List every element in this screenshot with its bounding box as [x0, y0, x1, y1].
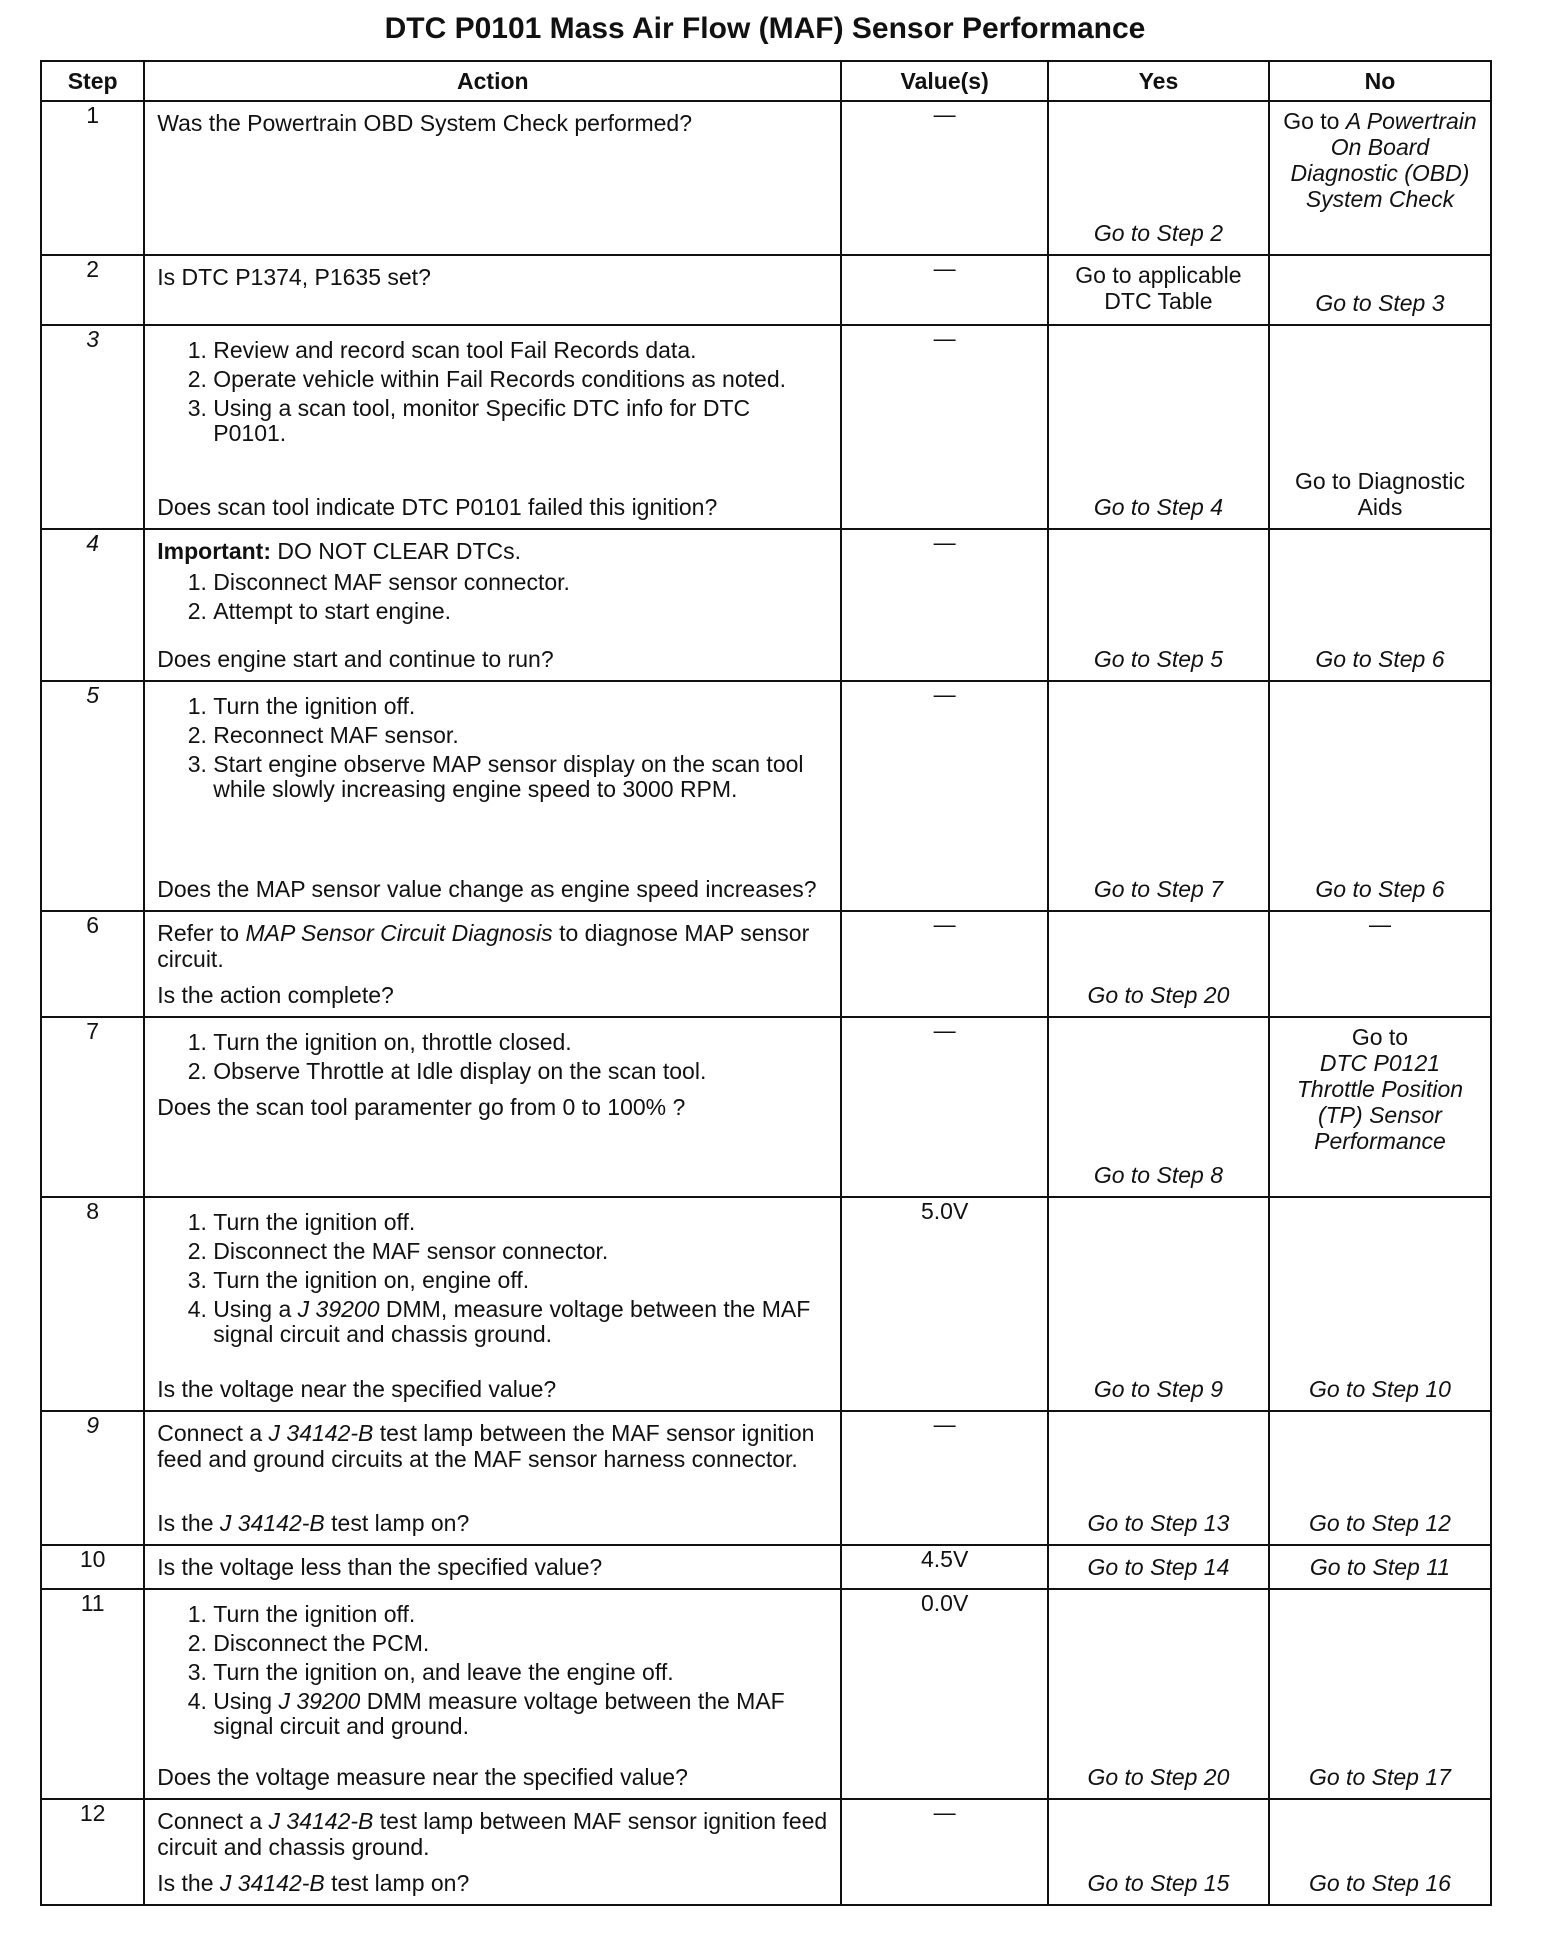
- action-question: Is the action complete?: [157, 982, 394, 1008]
- no-text: Go to Step 16: [1308, 1870, 1451, 1896]
- table-header-row: [41, 61, 1491, 101]
- yes-text: Go to Step 4: [1093, 494, 1223, 520]
- action-step: 1. Disconnect MAF sensor connector.: [213, 570, 828, 595]
- yes-text: Go to applicable DTC Table: [1075, 262, 1242, 314]
- step-number: 11: [41, 1589, 144, 1799]
- yes-text: Go to Step 7: [1093, 876, 1223, 902]
- value-cell: 0.0V: [841, 1589, 1048, 1799]
- no-text: Go to Step 6: [1315, 876, 1445, 902]
- value-cell: —: [841, 529, 1048, 681]
- no-cell: [1269, 1411, 1491, 1545]
- action-step: 1. Review and record scan tool Fail Records data.: [213, 338, 828, 363]
- action-question: Does the scan tool paramenter go from 0 to 100% ?: [157, 1094, 686, 1120]
- no-cell: [1269, 325, 1491, 529]
- yes-text: Go to Step 14: [1087, 1554, 1230, 1580]
- action-cell: [144, 325, 841, 529]
- action-step: 2. Reconnect MAF sensor.: [213, 723, 828, 748]
- yes-cell: [1048, 1545, 1269, 1589]
- value-cell: —: [841, 255, 1048, 325]
- step-number: 10: [41, 1545, 144, 1589]
- yes-cell: [1048, 681, 1269, 911]
- no-text: Go to Step 12: [1308, 1510, 1451, 1536]
- action-step: 2. Disconnect the PCM.: [213, 1631, 828, 1656]
- step-number: 2: [41, 255, 144, 325]
- no-cell: [1269, 1017, 1491, 1197]
- action-question: Is DTC P1374, P1635 set?: [157, 264, 431, 290]
- action-instruction: Refer to MAP Sensor Circuit Diagnosis to diagnose MAP sensor circuit.: [157, 920, 810, 972]
- table-row: [41, 325, 1491, 529]
- action-steps: [157, 1206, 828, 1351]
- action-cell: [144, 1545, 841, 1589]
- yes-text: Go to Step 20: [1087, 982, 1230, 1008]
- yes-text: Go to Step 9: [1093, 1376, 1223, 1402]
- action-step: 3. Turn the ignition on, engine off.: [213, 1268, 828, 1293]
- yes-cell: [1048, 529, 1269, 681]
- action-step: 2. Operate vehicle within Fail Records conditions as noted.: [213, 367, 828, 392]
- header-action: Action: [144, 61, 841, 101]
- step-number: 3: [41, 325, 144, 529]
- action-step: 1. Turn the ignition off.: [213, 1210, 828, 1235]
- yes-text: Go to Step 2: [1093, 220, 1223, 246]
- action-cell: [144, 681, 841, 911]
- yes-cell: [1048, 1799, 1269, 1905]
- header-values: Value(s): [841, 61, 1048, 101]
- no-text: Go to DTC P0121 Throttle Position (TP) Sensor Performance: [1296, 1024, 1464, 1154]
- yes-cell: [1048, 1017, 1269, 1197]
- action-steps: [157, 566, 828, 628]
- action-cell: [144, 255, 841, 325]
- yes-cell: [1048, 1589, 1269, 1799]
- action-step: 2. Attempt to start engine.: [213, 599, 828, 624]
- no-cell: [1269, 255, 1491, 325]
- header-step: Step: [41, 61, 144, 101]
- no-cell: [1269, 681, 1491, 911]
- no-cell: —: [1269, 911, 1491, 1017]
- yes-cell: [1048, 325, 1269, 529]
- no-cell: [1269, 1799, 1491, 1905]
- page-title: DTC P0101 Mass Air Flow (MAF) Sensor Performance: [384, 12, 1146, 45]
- header-yes: Yes: [1048, 61, 1269, 101]
- action-instruction: Connect a J 34142-B test lamp between MAF sensor ignition feed circuit and chassis ground.: [157, 1808, 828, 1860]
- no-cell: [1269, 1589, 1491, 1799]
- action-step: 1. Turn the ignition on, throttle closed.: [213, 1030, 828, 1055]
- action-question: Does the voltage measure near the specified value?: [157, 1764, 688, 1790]
- action-step: 1. Turn the ignition off.: [213, 1602, 828, 1627]
- action-question: Does the MAP sensor value change as engine speed increases?: [157, 876, 817, 902]
- table-row: [41, 1799, 1491, 1905]
- action-cell: [144, 529, 841, 681]
- action-instruction: Connect a J 34142-B test lamp between the MAF sensor ignition feed and ground circuits at the MAF sensor harness connector.: [157, 1420, 815, 1472]
- action-cell: [144, 1017, 841, 1197]
- step-number: 4: [41, 529, 144, 681]
- table-row: [41, 529, 1491, 681]
- value-cell: —: [841, 911, 1048, 1017]
- step-number: 8: [41, 1197, 144, 1411]
- yes-text: Go to Step 20: [1087, 1764, 1230, 1790]
- action-cell: [144, 1799, 841, 1905]
- table-row: [41, 1589, 1491, 1799]
- action-step: 1. Turn the ignition off.: [213, 694, 828, 719]
- table-row: [41, 1545, 1491, 1589]
- yes-cell: [1048, 1197, 1269, 1411]
- value-cell: 4.5V: [841, 1545, 1048, 1589]
- action-question: Is the voltage near the specified value?: [157, 1376, 557, 1402]
- action-cell: [144, 1411, 841, 1545]
- table-row: [41, 681, 1491, 911]
- value-cell: —: [841, 1799, 1048, 1905]
- table-row: [41, 911, 1491, 1017]
- action-question: Does scan tool indicate DTC P0101 failed this ignition?: [157, 494, 718, 520]
- value-cell: —: [841, 1017, 1048, 1197]
- step-number: 7: [41, 1017, 144, 1197]
- yes-text: Go to Step 15: [1087, 1870, 1230, 1896]
- header-no: No: [1269, 61, 1491, 101]
- action-step: 3. Turn the ignition on, and leave the engine off.: [213, 1660, 828, 1685]
- no-cell: [1269, 1197, 1491, 1411]
- no-text: Go to Step 10: [1308, 1376, 1451, 1402]
- action-question: Is the J 34142-B test lamp on?: [157, 1510, 470, 1536]
- diagnostic-table: [40, 60, 1492, 1906]
- value-cell: —: [841, 325, 1048, 529]
- value-cell: —: [841, 101, 1048, 255]
- yes-cell: [1048, 101, 1269, 255]
- action-cell: [144, 1589, 841, 1799]
- no-text: Go to A Powertrain On Board Diagnostic (OBD) System Check: [1283, 108, 1477, 212]
- action-question: Was the Powertrain OBD System Check performed?: [157, 110, 692, 136]
- value-cell: 5.0V: [841, 1197, 1048, 1411]
- table-row: [41, 1017, 1491, 1197]
- no-text: Go to Step 11: [1309, 1554, 1451, 1580]
- action-step: 2. Disconnect the MAF sensor connector.: [213, 1239, 828, 1264]
- yes-cell: [1048, 911, 1269, 1017]
- action-steps: [157, 1026, 828, 1088]
- no-text: Go to Step 6: [1315, 646, 1445, 672]
- no-text: Go to Step 3: [1315, 290, 1445, 316]
- no-cell: [1269, 101, 1491, 255]
- action-cell: [144, 911, 841, 1017]
- action-step: 4. Using J 39200 DMM measure voltage between the MAF signal circuit and ground.: [213, 1689, 828, 1739]
- table-row: [41, 1197, 1491, 1411]
- yes-text: Go to Step 5: [1093, 646, 1223, 672]
- action-question: Is the voltage less than the specified value?: [157, 1554, 603, 1580]
- table-row: [41, 101, 1491, 255]
- action-step: 3. Start engine observe MAP sensor display on the scan tool while slowly increasing engine speed to 3000 RPM.: [213, 752, 828, 802]
- value-cell: —: [841, 1411, 1048, 1545]
- table-row: [41, 255, 1491, 325]
- action-steps: [157, 334, 828, 450]
- step-number: 9: [41, 1411, 144, 1545]
- yes-cell: [1048, 255, 1269, 325]
- yes-text: Go to Step 8: [1093, 1162, 1223, 1188]
- action-steps: [157, 690, 828, 806]
- action-steps: [157, 1598, 828, 1743]
- step-number: 1: [41, 101, 144, 255]
- action-question: Does engine start and continue to run?: [157, 646, 554, 672]
- no-text: Go to Diagnostic Aids: [1294, 468, 1465, 520]
- no-text: Go to Step 17: [1308, 1764, 1451, 1790]
- yes-cell: [1048, 1411, 1269, 1545]
- no-cell: [1269, 529, 1491, 681]
- table-row: [41, 1411, 1491, 1545]
- action-question: Is the J 34142-B test lamp on?: [157, 1870, 470, 1896]
- action-cell: [144, 101, 841, 255]
- step-number: 5: [41, 681, 144, 911]
- action-step: 2. Observe Throttle at Idle display on the scan tool.: [213, 1059, 828, 1084]
- action-cell: [144, 1197, 841, 1411]
- step-number: 6: [41, 911, 144, 1017]
- no-cell: [1269, 1545, 1491, 1589]
- action-step: 3. Using a scan tool, monitor Specific DTC info for DTC P0101.: [213, 396, 828, 446]
- value-cell: —: [841, 681, 1048, 911]
- step-number: 12: [41, 1799, 144, 1905]
- yes-text: Go to Step 13: [1087, 1510, 1230, 1536]
- action-step: 4. Using a J 39200 DMM, measure voltage between the MAF signal circuit and chassis ground.: [213, 1297, 828, 1347]
- important-note: Important: DO NOT CLEAR DTCs.: [157, 538, 522, 564]
